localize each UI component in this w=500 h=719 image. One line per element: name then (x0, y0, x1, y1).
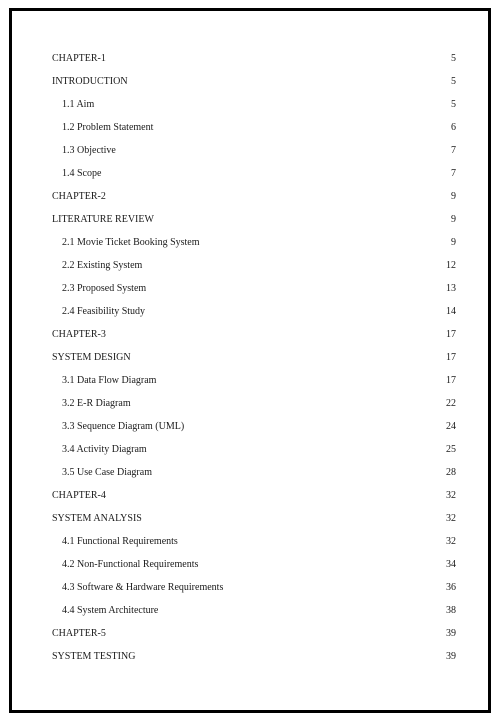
toc-entry-page-number: 9 (451, 237, 456, 248)
toc-section-entry (52, 465, 456, 488)
toc-entry-page-number: 13 (446, 283, 456, 294)
toc-entry-page-number: 17 (446, 352, 456, 363)
toc-entry-title: 3.5 Use Case Diagram (62, 467, 152, 478)
toc-section-entry (52, 120, 456, 143)
toc-section-entry (52, 373, 456, 396)
toc-section-entry (52, 419, 456, 442)
toc-entry-title: INTRODUCTION (52, 76, 128, 87)
toc-entry-title: 1.3 Objective (62, 145, 116, 156)
toc-entry-page-number: 32 (446, 490, 456, 501)
toc-chapter-entry (52, 327, 456, 350)
toc-entry-page-number: 17 (446, 329, 456, 340)
toc-entry-page-number: 25 (446, 444, 456, 455)
toc-chapter-entry (52, 626, 456, 649)
toc-chapter-entry (52, 212, 456, 235)
toc-entry-title: CHAPTER-3 (52, 329, 106, 340)
toc-entry-title: 1.1 Aim (62, 99, 95, 110)
toc-section-entry (52, 143, 456, 166)
toc-section-entry (52, 557, 456, 580)
toc-entry-title: 3.3 Sequence Diagram (UML) (62, 421, 185, 432)
toc-section-entry (52, 580, 456, 603)
toc-entry-page-number: 14 (446, 306, 456, 317)
toc-entry-page-number: 39 (446, 628, 456, 639)
toc-entry-page-number: 17 (446, 375, 456, 386)
toc-entry-page-number: 12 (446, 260, 456, 271)
toc-section-entry (52, 97, 456, 120)
toc-entry-title: 3.4 Activity Diagram (62, 444, 147, 455)
toc-entry-page-number: 5 (451, 99, 456, 110)
toc-entry-title: CHAPTER-2 (52, 191, 106, 202)
toc-entry-page-number: 24 (446, 421, 456, 432)
toc-entry-title: 1.4 Scope (62, 168, 102, 179)
toc-entry-page-number: 5 (451, 53, 456, 64)
toc-section-entry (52, 396, 456, 419)
toc-entry-title: 2.3 Proposed System (62, 283, 147, 294)
toc-chapter-entry (52, 189, 456, 212)
toc-entry-page-number: 7 (451, 145, 456, 156)
toc-chapter-entry (52, 649, 456, 672)
toc-entry-page-number: 9 (451, 191, 456, 202)
toc-chapter-entry (52, 511, 456, 534)
toc-entry-page-number: 39 (446, 651, 456, 662)
toc-entry-page-number: 9 (451, 214, 456, 225)
toc-entry-page-number: 28 (446, 467, 456, 478)
toc-entry-title: SYSTEM TESTING (52, 651, 136, 662)
toc-section-entry (52, 258, 456, 281)
toc-entry-page-number: 34 (446, 559, 456, 570)
toc-section-entry (52, 534, 456, 557)
toc-chapter-entry (52, 74, 456, 97)
toc-entry-page-number: 38 (446, 605, 456, 616)
toc-entry-page-number: 5 (451, 76, 456, 87)
document-page (9, 8, 491, 713)
toc-chapter-entry (52, 51, 456, 74)
toc-entry-title: 4.4 System Architecture (62, 605, 159, 616)
toc-section-entry (52, 166, 456, 189)
toc-entry-title: SYSTEM ANALYSIS (52, 513, 142, 524)
toc-section-entry (52, 235, 456, 258)
toc-entry-title: CHAPTER-5 (52, 628, 106, 639)
toc-entry-page-number: 32 (446, 513, 456, 524)
toc-entry-page-number: 7 (451, 168, 456, 179)
toc-entry-title: CHAPTER-1 (52, 53, 106, 64)
toc-entry-title: 3.1 Data Flow Diagram (62, 375, 157, 386)
toc-section-entry (52, 281, 456, 304)
toc-entry-title: 2.1 Movie Ticket Booking System (62, 237, 200, 248)
toc-chapter-entry (52, 350, 456, 373)
toc-section-entry (52, 603, 456, 626)
toc-section-entry (52, 442, 456, 465)
toc-entry-title: 4.2 Non-Functional Requirements (62, 559, 199, 570)
toc-entry-page-number: 22 (446, 398, 456, 409)
toc-entry-title: 1.2 Problem Statement (62, 122, 154, 133)
toc-chapter-entry (52, 488, 456, 511)
toc-entry-page-number: 36 (446, 582, 456, 593)
toc-entry-page-number: 32 (446, 536, 456, 547)
toc-section-entry (52, 304, 456, 327)
toc-entry-page-number: 6 (451, 122, 456, 133)
toc-entry-title: CHAPTER-4 (52, 490, 106, 501)
toc-entry-title: 4.3 Software & Hardware Requirements (62, 582, 224, 593)
toc-entry-title: 3.2 E-R Diagram (62, 398, 131, 409)
toc-entry-title: 4.1 Functional Requirements (62, 536, 178, 547)
toc-entry-title: 2.4 Feasibility Study (62, 306, 146, 317)
table-of-contents (52, 51, 456, 672)
toc-entry-title: 2.2 Existing System (62, 260, 143, 271)
toc-entry-title: LITERATURE REVIEW (52, 214, 154, 225)
toc-entry-title: SYSTEM DESIGN (52, 352, 131, 363)
